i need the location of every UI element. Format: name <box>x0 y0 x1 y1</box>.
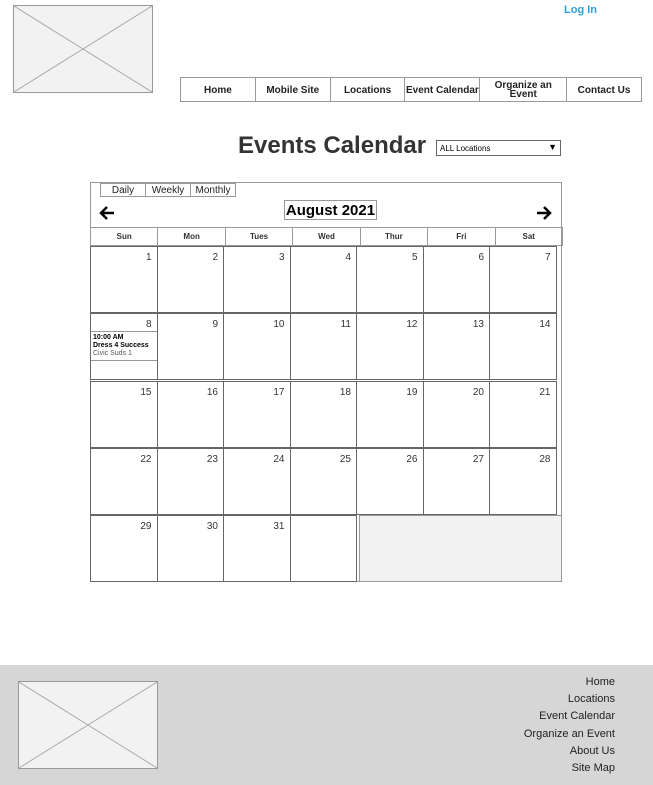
weekday-label: Thur <box>360 227 428 246</box>
day-number: 26 <box>406 454 418 465</box>
calendar-week <box>90 381 562 448</box>
day-number: 2 <box>212 252 218 263</box>
day-cell[interactable] <box>489 448 557 515</box>
day-number: 29 <box>140 521 152 532</box>
day-cell[interactable] <box>90 313 158 380</box>
day-cell[interactable] <box>356 246 424 313</box>
day-cell[interactable] <box>423 313 491 380</box>
month-label: August 2021 <box>285 201 376 219</box>
day-cell[interactable] <box>223 515 291 582</box>
day-number: 13 <box>472 319 484 330</box>
day-number: 30 <box>206 521 218 532</box>
weekday-label: Sun <box>90 227 158 246</box>
footer-link-organize-event[interactable]: Organize an Event <box>523 727 615 740</box>
day-number: 28 <box>539 454 551 465</box>
footer-link-locations[interactable]: Locations <box>567 693 615 706</box>
day-cell[interactable] <box>290 313 358 380</box>
day-cell[interactable] <box>290 448 358 515</box>
day-number: 14 <box>539 319 551 330</box>
tab-weekly[interactable]: Weekly <box>145 183 191 197</box>
day-cell[interactable] <box>157 246 225 313</box>
day-cell[interactable] <box>157 448 225 515</box>
day-cell[interactable] <box>356 448 424 515</box>
weekday-label: Mon <box>157 227 225 246</box>
view-tabs <box>100 183 235 197</box>
day-number: 16 <box>206 387 218 398</box>
day-number: 1 <box>145 252 152 263</box>
day-cell[interactable] <box>290 246 358 313</box>
day-cell[interactable] <box>157 313 225 380</box>
footer-link-event-calendar[interactable]: Event Calendar <box>539 710 615 723</box>
day-number: 31 <box>273 521 285 532</box>
weekday-label: Fri <box>427 227 495 246</box>
day-number: 22 <box>140 454 152 465</box>
day-number: 15 <box>140 387 152 398</box>
day-cell[interactable] <box>423 448 491 515</box>
location-select-value: ALL Locations <box>440 143 491 153</box>
footer-logo-placeholder <box>18 681 158 769</box>
day-number: 10 <box>273 319 285 330</box>
footer-link-site-map[interactable]: Site Map <box>571 761 615 774</box>
footer-link-about-us[interactable]: About Us <box>569 744 615 757</box>
weekday-label: Sat <box>495 227 563 246</box>
day-number: 6 <box>478 252 484 263</box>
image-placeholder-icon <box>14 6 152 92</box>
tab-daily[interactable]: Daily <box>100 183 146 197</box>
weekday-label: Wed <box>292 227 360 246</box>
day-number: 23 <box>206 454 218 465</box>
day-cell[interactable] <box>223 313 291 380</box>
main-nav <box>180 77 642 102</box>
day-cell[interactable] <box>90 246 158 313</box>
nav-event-calendar[interactable]: Event Calendar <box>404 78 479 101</box>
day-number: 3 <box>278 252 285 263</box>
arrow-right-icon[interactable] <box>536 206 552 220</box>
nav-organize-event[interactable]: Organize an Event <box>479 78 566 101</box>
event-location: Civic Suds 1 <box>93 350 132 357</box>
day-cell[interactable] <box>223 448 291 515</box>
day-cell[interactable] <box>356 381 424 448</box>
image-placeholder-icon <box>19 682 157 768</box>
day-number: 8 <box>145 319 152 330</box>
calendar-week <box>90 448 562 515</box>
day-number: 25 <box>339 454 351 465</box>
event-name: Dress 4 Success <box>93 342 149 349</box>
day-number: 24 <box>273 454 285 465</box>
day-number: 21 <box>539 387 551 398</box>
nav-locations[interactable]: Locations <box>330 78 405 101</box>
day-number: 11 <box>340 319 351 330</box>
arrow-left-icon[interactable] <box>99 206 115 220</box>
event-time: 10:00 AM <box>93 334 124 341</box>
day-cell[interactable] <box>290 515 358 582</box>
day-cell[interactable] <box>223 246 291 313</box>
day-cell[interactable] <box>90 515 158 582</box>
day-cell[interactable] <box>157 515 225 582</box>
day-cell[interactable] <box>489 246 557 313</box>
day-cell[interactable] <box>489 381 557 448</box>
footer <box>0 665 653 785</box>
day-cell[interactable] <box>223 381 291 448</box>
day-number: 12 <box>406 319 418 330</box>
calendar-empty-cells <box>359 515 562 582</box>
calendar-event[interactable] <box>91 331 157 361</box>
logo-placeholder <box>13 5 153 93</box>
nav-home[interactable]: Home <box>204 84 232 96</box>
day-number: 7 <box>544 252 551 263</box>
location-select[interactable] <box>436 140 561 156</box>
day-number: 9 <box>212 319 218 330</box>
day-cell[interactable] <box>290 381 358 448</box>
day-number: 17 <box>273 387 285 398</box>
day-number: 18 <box>339 387 351 398</box>
nav-mobile-site[interactable]: Mobile Site <box>255 78 330 101</box>
day-cell[interactable] <box>356 313 424 380</box>
login-link[interactable]: Log In <box>564 4 597 16</box>
weekday-label: Tues <box>225 227 293 246</box>
tab-monthly[interactable]: Monthly <box>190 183 236 197</box>
day-cell[interactable] <box>489 313 557 380</box>
day-cell[interactable] <box>423 381 491 448</box>
day-number: 20 <box>472 387 484 398</box>
calendar-week <box>90 246 562 313</box>
weekday-header <box>90 227 562 246</box>
chevron-down-icon: ▼ <box>548 142 557 152</box>
day-number: 5 <box>411 252 418 263</box>
day-number: 27 <box>472 454 484 465</box>
day-cell[interactable] <box>157 381 225 448</box>
day-cell[interactable] <box>423 246 491 313</box>
day-number: 4 <box>345 252 351 263</box>
day-number: 19 <box>406 387 418 398</box>
nav-contact-us[interactable]: Contact Us <box>566 78 641 101</box>
day-cell[interactable] <box>90 448 158 515</box>
page-title: Events Calendar <box>238 132 427 159</box>
footer-links <box>524 675 615 778</box>
day-cell[interactable] <box>90 381 158 448</box>
calendar-week <box>90 313 562 380</box>
footer-link-home[interactable]: Home <box>585 676 615 688</box>
